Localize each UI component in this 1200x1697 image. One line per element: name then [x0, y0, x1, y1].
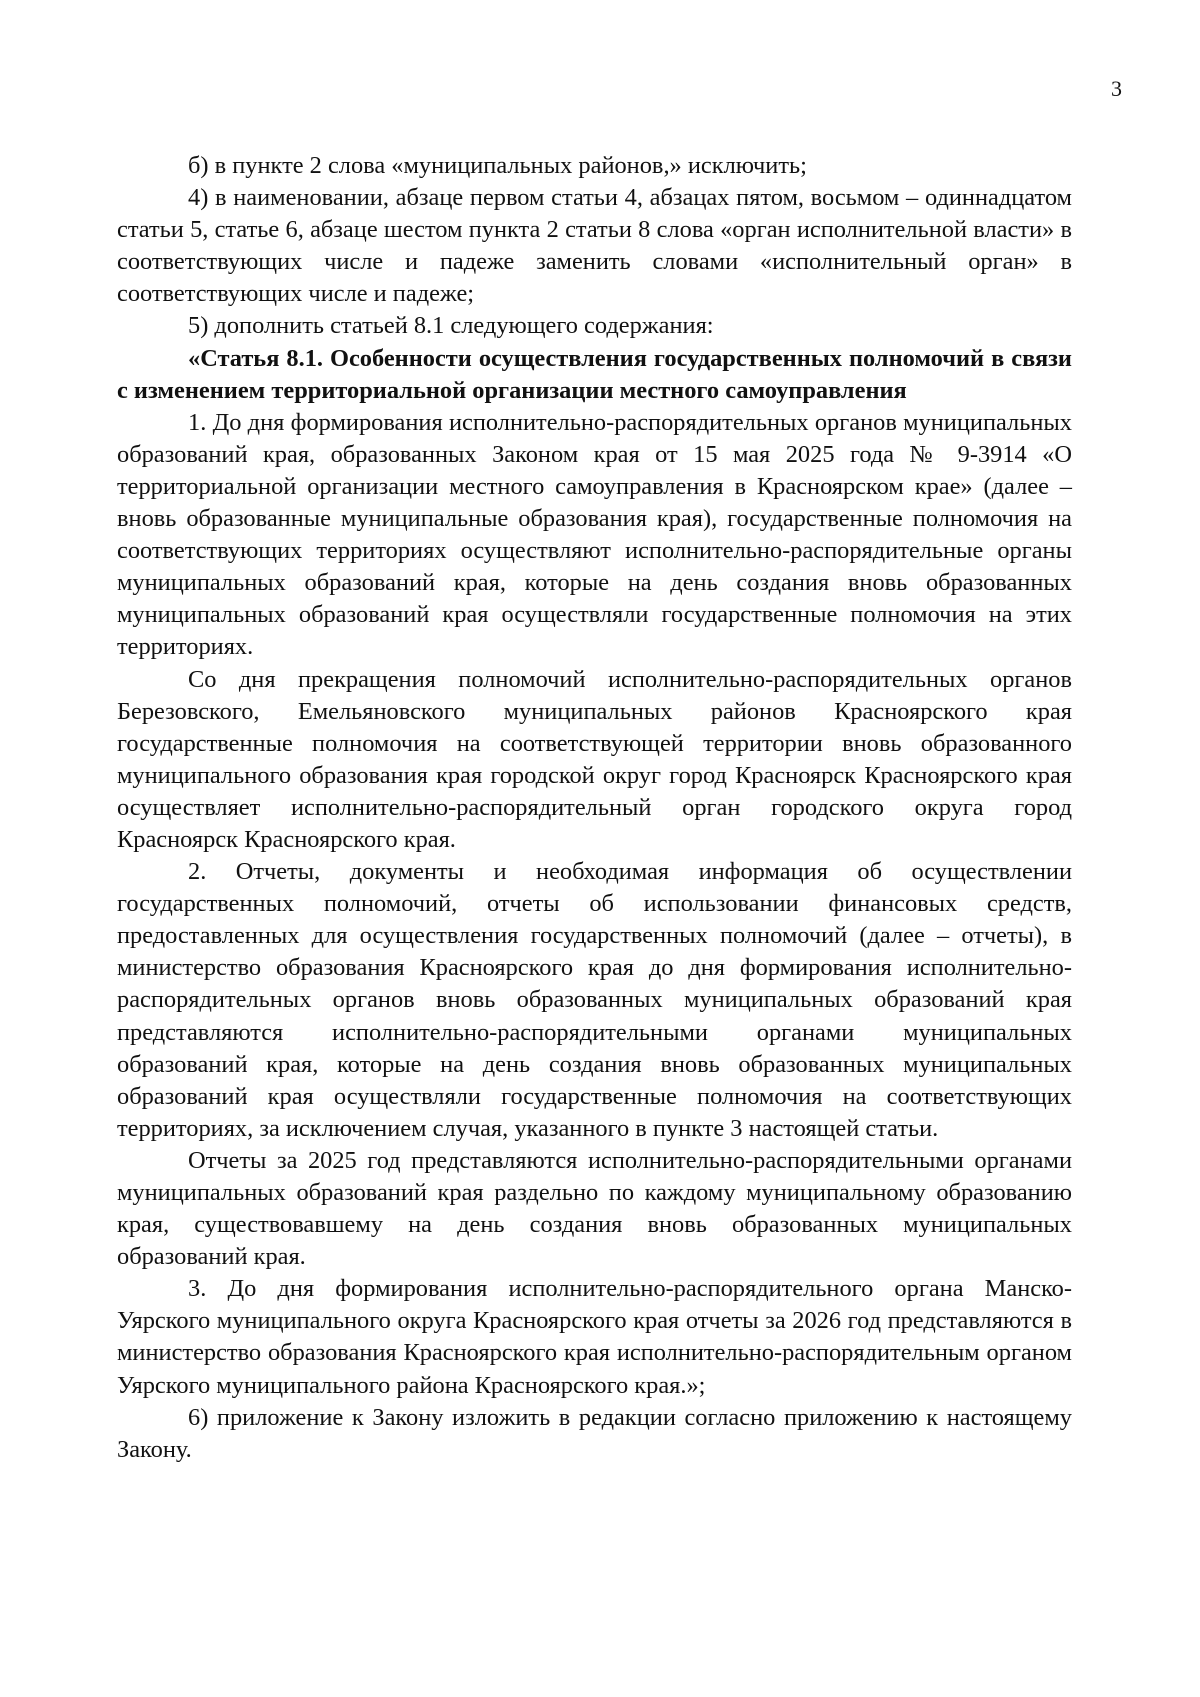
paragraph-amendment-4: 4) в наименовании, абзаце первом статьи 4, абзацах пятом, восьмом – одиннадцатом статьи 5, статье 6, абзаце шестом пункта 2 статьи 8 слова «орган исполнительной власти» в соответствующих числе и падеже заменить словами «исполнительный орган» в соответствующих числе и падеже; — [117, 184, 1072, 308]
paragraph-amendment-5: 5) дополнить статьей 8.1 следующего содержания: — [188, 312, 714, 340]
document-body — [117, 150, 1072, 1466]
article-8-1-clause-2: 2. Отчеты, документы и необходимая информация об осуществлении государственных полномочий, отчеты об использовании финансовых средств, предоставленных для осуществления государственных полномочий (далее – отчеты), в министерство образования Красноярского края до дня формирования исполнительно-распорядительных органов вновь образованных муниципальных образований края представляются исполнительно-распорядительными органами муниципальных образований края, которые на день создания вновь образованных муниципальных образований края осуществляли государственные полномочия на соответствующих территориях, за исключением случая, указанного в пункте 3 настоящей статьи. — [117, 858, 1072, 1142]
paragraph-amendment-b: б) в пункте 2 слова «муниципальных районов,» исключить; — [188, 152, 807, 179]
article-8-1-heading: «Статья 8.1. Особенности осуществления государственных полномочий в связи с изменением территориальной организации местного самоуправления — [117, 344, 1072, 404]
article-8-1-clause-1: 1. До дня формирования исполнительно-распорядительных органов муниципальных образований края, образованных Законом края от 15 мая 2025 года № 9-3914 «О территориальной организации местного самоуправления в Красноярском крае» (далее – вновь образованные муниципальные образования края), государственные полномочия на соответствующих территориях осуществляют исполнительно-распорядительные органы муниципальных образований края, которые на день создания вновь образованных муниципальных образований края осуществляли государственные полномочия на этих территориях. — [117, 408, 1072, 661]
article-8-1-clause-2-continued: Отчеты за 2025 год представляются исполнительно-распорядительными органами муниципальных образований края раздельно по каждому муниципальному образованию края, существовавшему на день создания вновь образованных муниципальных образований края. — [117, 1146, 1072, 1271]
article-8-1-clause-3: 3. До дня формирования исполнительно-распорядительного органа Манско-Уярского муниципального округа Красноярского края отчеты за 2026 год представляются в министерство образования Красноярского края исполнительно-распорядительным органом Уярского муниципального района Красноярского края.»; — [117, 1275, 1072, 1399]
page-number: 3 — [1111, 76, 1122, 101]
article-8-1-clause-1-continued: Со дня прекращения полномочий исполнительно-распорядительных органов Березовского, Емельяновского муниципальных районов Красноярского края государственные полномочия на соответствующей территории вновь образованного муниципального образования края городской округ город Красноярск Красноярского края осуществляет исполнительно-распорядительный орган городского округа город Красноярск Красноярского края. — [117, 665, 1072, 853]
paragraph-amendment-6: 6) приложение к Закону изложить в редакции согласно приложению к настоящему Закону. — [117, 1403, 1072, 1463]
